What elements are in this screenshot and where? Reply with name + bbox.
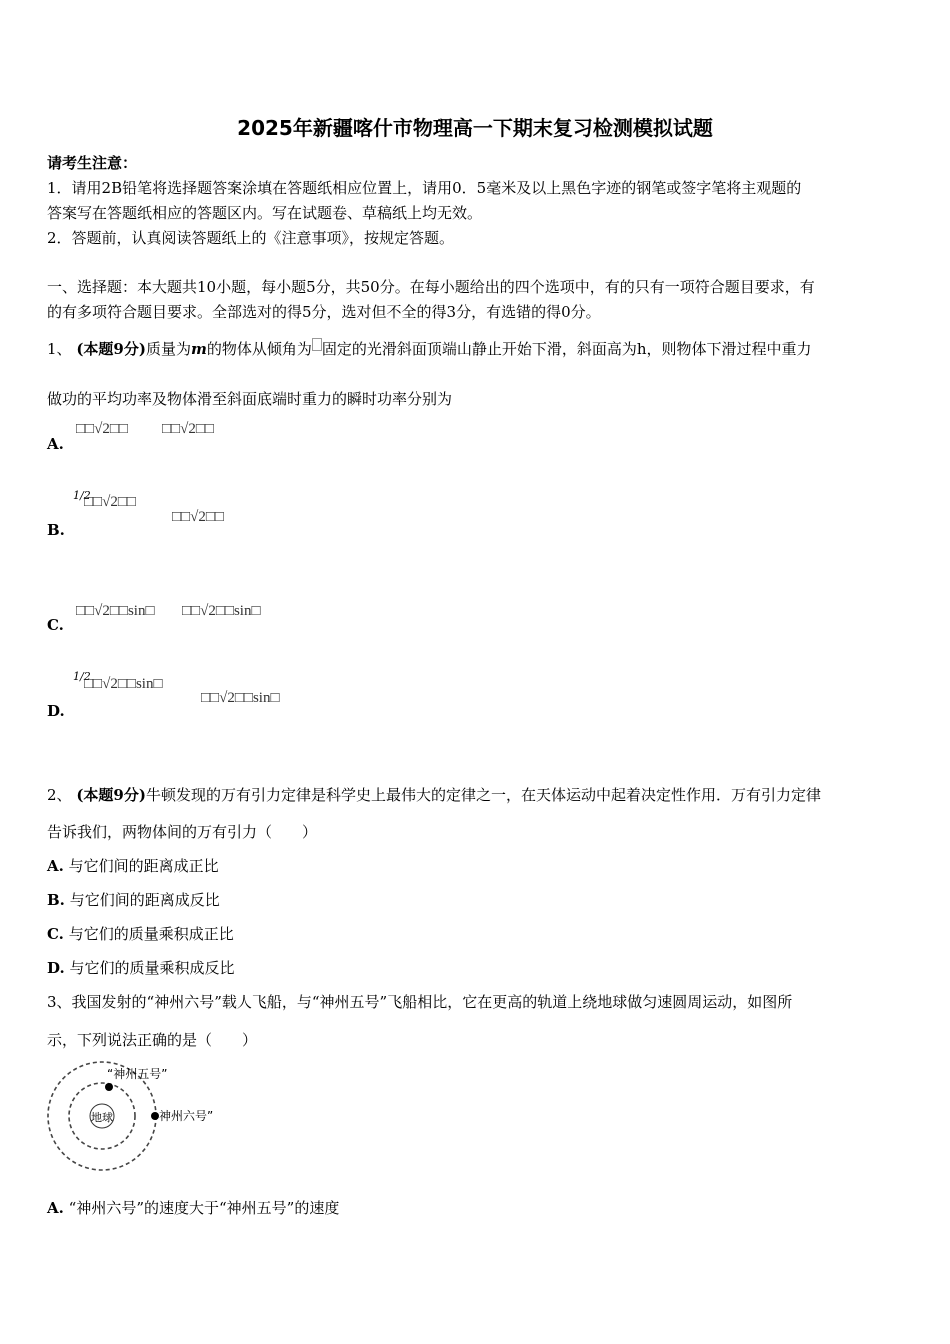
option-label: D. [47,959,65,977]
earth-label: 地球 [91,1111,113,1124]
question-2-stem-line2: 告诉我们，两物体间的万有引力（ ） [47,823,318,841]
shenzhou-5-dot [105,1083,113,1091]
option-label: A. [47,857,64,875]
question-number: 2、 [47,786,72,804]
option-text: 与它们间的距离成反比 [69,891,220,909]
option-label: B. [47,891,65,909]
fraction-half: 1/2 [73,489,91,502]
option-formula: □□√2□□sin□ [182,603,261,619]
option-label[interactable]: D. [47,702,65,720]
fraction-half: 1/2 [73,670,91,683]
notice-heading: 请考生注意： [47,154,138,172]
option-formula: □□√2□□ [76,421,128,437]
option-label: A. [47,1199,64,1217]
question-number: 1、 [47,340,72,358]
option-formula: □□√2□□ [84,494,136,510]
option-row[interactable] [47,855,219,876]
notice-item: 1．请用2B铅笔将选择题答案涂填在答题纸相应位置上，请用0．5毫米及以上黑色字迹的钢笔或签字笔将主观题的 [47,179,802,197]
orbit-diagram [44,1058,244,1173]
option-formula: □□√2□□sin□ [76,603,155,619]
option-formula: □□√2□□sin□ [84,676,163,692]
page-title: 2025年新疆喀什市物理高一下期末复习检测模拟试题 [237,116,713,140]
shenzhou-6-label: 神州六号” [159,1109,214,1123]
option-label: C. [47,925,64,943]
option-row[interactable] [47,1197,339,1218]
section-instructions: 的有多项符合题目要求。全部选对的得5分，选对但不全的得3分，有选错的得0分。 [47,303,601,321]
option-text: 与它们间的距离成正比 [68,857,219,875]
option-text: “神州六号”的速度大于“神州五号”的速度 [68,1199,340,1217]
option-formula: □□√2□□sin□ [201,690,280,706]
option-text: 与它们的质量乘积成正比 [68,925,234,943]
question-1-stem-line2: 做功的平均功率及物体滑至斜面底端时重力的瞬时功率分别为 [47,390,453,408]
option-label[interactable]: C. [47,616,64,634]
question-2-stem: 2、 (本题9分)牛顿发现的万有引力定律是科学史上最伟大的定律之一，在天体运动中起着决定性作用．万有引力定律 [47,786,821,804]
missing-glyph [312,338,322,351]
option-row[interactable] [47,923,234,944]
option-row[interactable] [47,957,235,978]
question-score: (本题9分) [76,786,146,804]
shenzhou-6-dot [151,1112,159,1120]
notice-item: 答案写在答题纸相应的答题区内。写在试题卷、草稿纸上均无效。 [47,204,483,222]
option-row[interactable] [47,889,220,910]
question-score: (本题9分) [76,340,146,358]
question-3-stem: 3、我国发射的“神州六号”载人飞船，与“神州五号”飞船相比，它在更高的轨道上绕地球做匀速圆周运动，如图所 [47,993,793,1011]
option-label[interactable]: B. [47,521,65,539]
question-1-stem: 1、 (本题9分)质量为m的物体从倾角为 固定的光滑斜面顶端山静止开始下滑，斜面高为h，则物体下滑过程中重力 [47,340,812,358]
section-instructions: 一、选择题：本大题共10小题，每小题5分，共50分。在每小题给出的四个选项中，有的只有一项符合题目要求，有 [47,278,815,296]
option-text: 与它们的质量乘积成反比 [69,959,235,977]
option-label[interactable]: A. [47,435,64,453]
shenzhou-5-label: “神州五号” [107,1067,168,1081]
option-formula: □□√2□□ [162,421,214,437]
variable-m: m [190,340,207,358]
option-formula: □□√2□□ [172,509,224,525]
question-3-stem-line2: 示，下列说法正确的是（ ） [47,1031,258,1049]
notice-item: 2．答题前，认真阅读答题纸上的《注意事项》，按规定答题。 [47,229,455,247]
